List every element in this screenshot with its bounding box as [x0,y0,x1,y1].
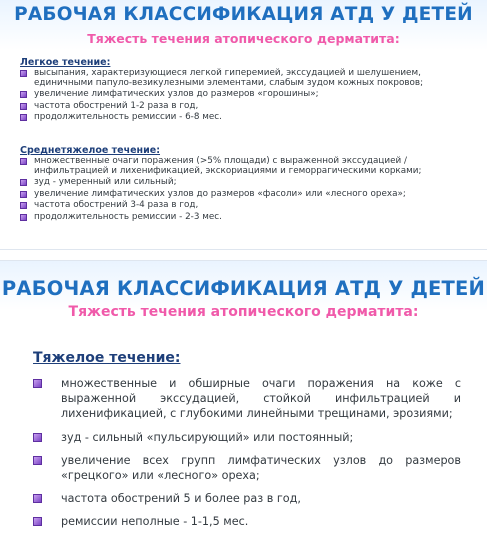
list-item: частота обострений 5 и более раз в год, [33,491,461,506]
purple-square-bullet-icon [20,114,27,121]
purple-square-bullet-icon [20,158,27,165]
slide-subtitle: Тяжесть течения атопического дерматита: [68,304,419,320]
section-heading-mild: Легкое течение: [20,57,111,68]
purple-square-bullet-icon [20,214,27,221]
list-item: продолжительность ремиссии - 6-8 мес. [20,113,479,123]
list-item: высыпания, характеризующиеся легкой гиперемией, экссудацией и шелушением, единичными папуло-везикулезными элементами, слабым зудом кожных покровов; [20,69,479,88]
list-item: зуд - умеренный или сильный; [20,178,479,188]
list-item: увеличение всех групп лимфатических узлов до размеров «грецкого» или «лесного» ореха; [33,453,461,483]
purple-square-bullet-icon [33,456,42,465]
list-item: множественные очаги поражения (>5% площади) с выраженной экссудацией / инфильтрацией и лихенификацией, экскориациями и геморрагическими корками; [20,157,479,176]
purple-square-bullet-icon [20,202,27,209]
slide-title: РАБОЧАЯ КЛАССИФИКАЦИЯ АТД У ДЕТЕЙ [1,277,486,300]
slide-title: РАБОЧАЯ КЛАССИФИКАЦИЯ АТД У ДЕТЕЙ [14,4,473,25]
purple-square-bullet-icon [20,179,27,186]
moderate-list [20,157,479,224]
section-heading-severe: Тяжелое течение: [33,350,181,366]
purple-square-bullet-icon [20,103,27,110]
section-heading-moderate: Среднетяжелое течение: [20,145,161,156]
list-item: продолжительность ремиссии - 2-3 мес. [20,213,479,223]
list-item: увеличение лимфатических узлов до размеров «горошины»; [20,90,479,100]
purple-square-bullet-icon [20,70,27,77]
list-item: частота обострений 1-2 раза в год, [20,102,479,112]
list-item: множественные и обширные очаги поражения на коже с выраженной экссудацией, стойкой инфильтрацией и лихенификацией, с глубокими линейными трещинами, эрозиями; [33,376,461,422]
severe-list [33,376,461,538]
purple-square-bullet-icon [20,91,27,98]
slide-severe [0,260,487,544]
list-item: частота обострений 3-4 раза в год, [20,201,479,211]
purple-square-bullet-icon [33,433,42,442]
purple-square-bullet-icon [33,494,42,503]
list-item: зуд - сильный «пульсирующий» или постоянный; [33,430,461,445]
purple-square-bullet-icon [33,517,42,526]
list-item: ремиссии неполные - 1-1,5 мес. [33,514,461,529]
purple-square-bullet-icon [33,379,42,388]
purple-square-bullet-icon [20,191,27,198]
list-item: увеличение лимфатических узлов до размеров «фасоли» или «лесного ореха»; [20,190,479,200]
mild-list [20,69,479,125]
slide-mild-moderate [0,0,487,250]
slide-subtitle: Тяжесть течения атопического дерматита: [87,31,400,46]
